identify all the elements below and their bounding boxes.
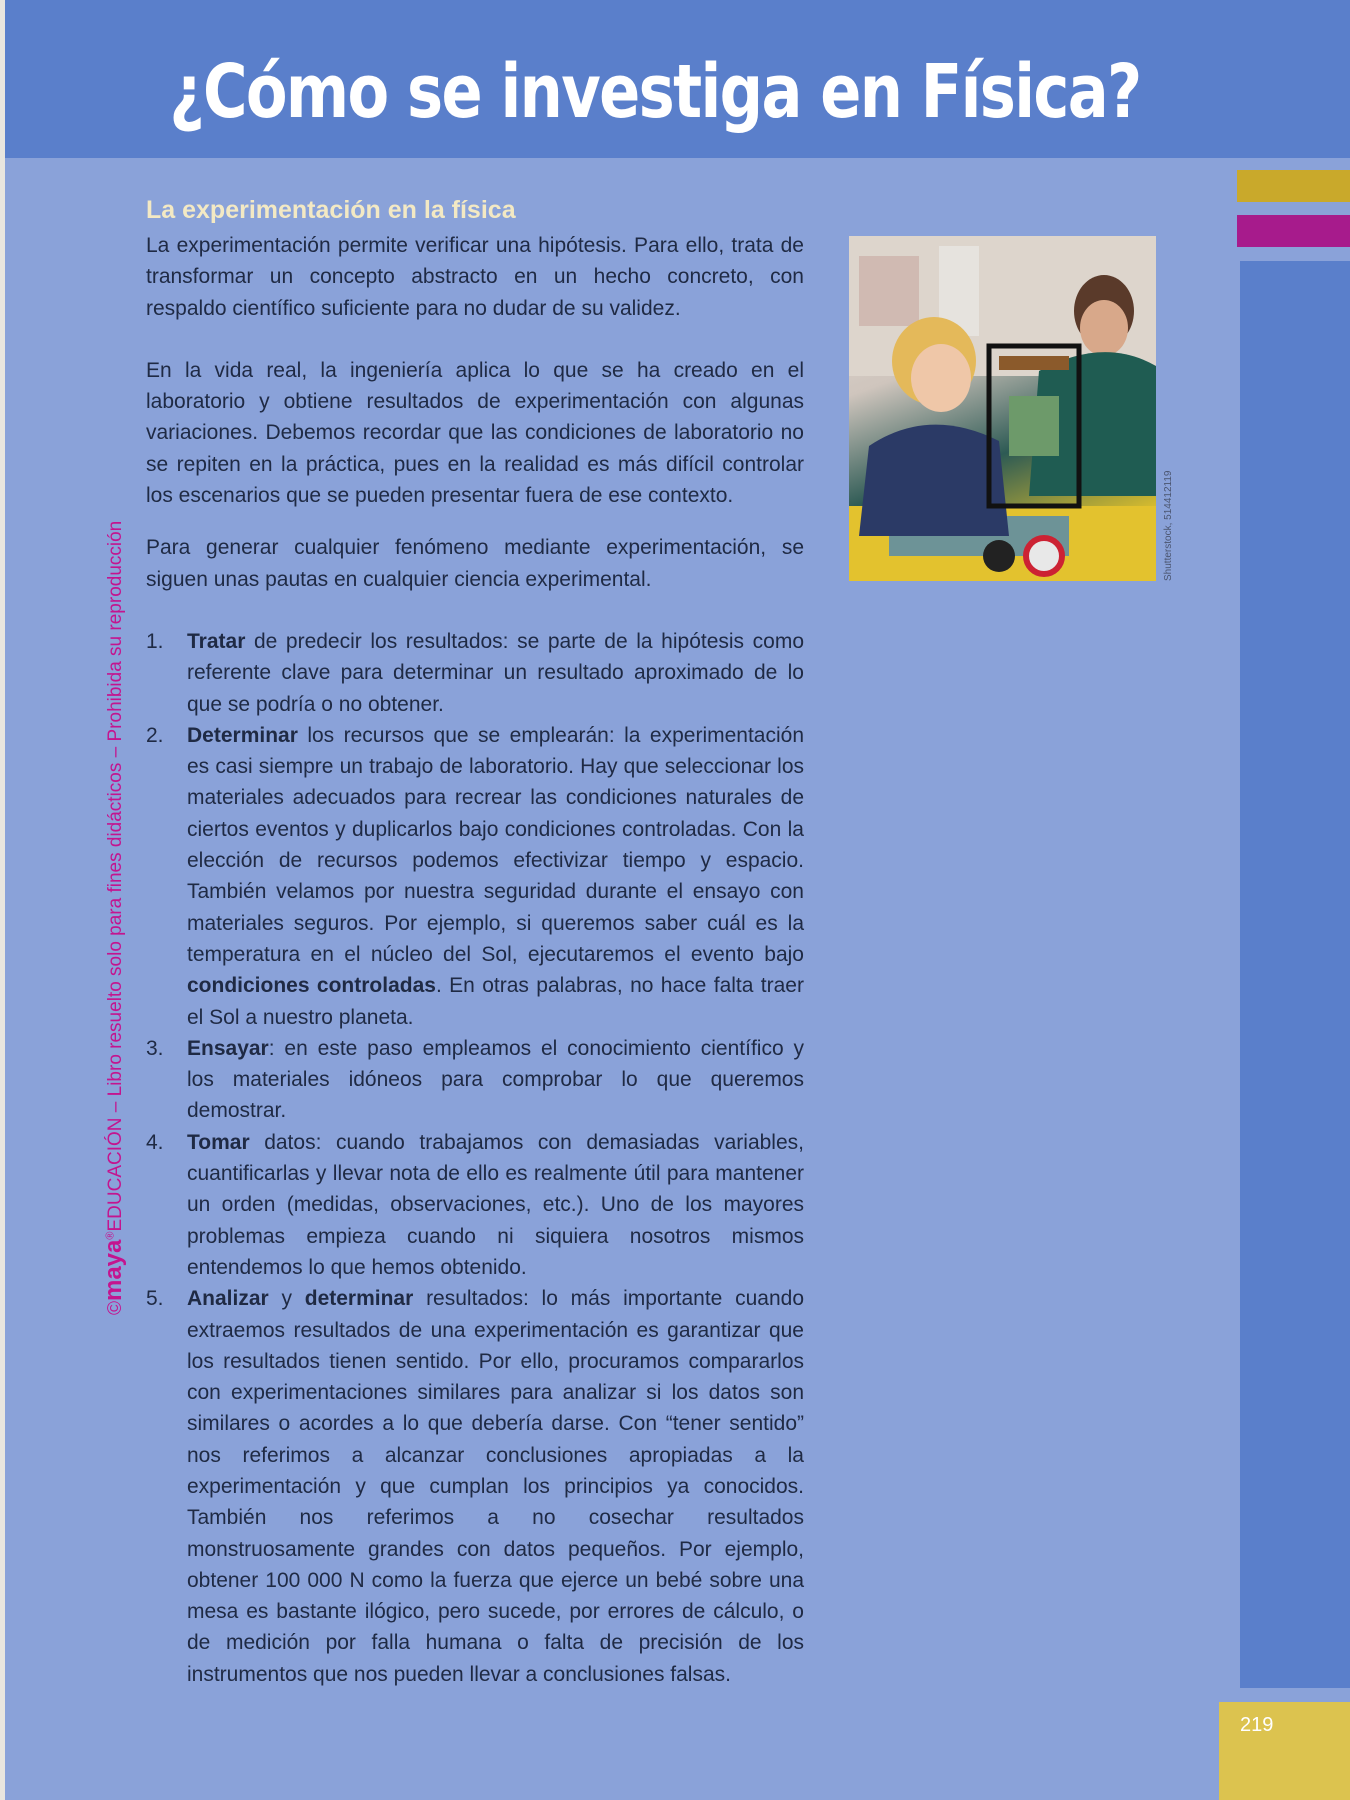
page-edge: [0, 0, 5, 1800]
brand-logo-text: maya: [100, 1239, 127, 1301]
copyright-text: EDUCACIÓN – Libro resuelto solo para fines didácticos – Prohibida su reproducción: [105, 520, 126, 1232]
photo-credit: Shutterstock, 514412119: [1163, 470, 1174, 581]
step-text: Determinar los recursos que se emplearán: la experimentación es casi siempre un trabajo de laboratorio. Hay que seleccionar los materiales adecuados para recrear las condiciones naturales de ciertos eventos y duplicarlos bajo condiciones controladas. Con la elección de recursos podemos efectivizar tiempo y espacio. También velamos por nuestra seguridad durante el ensayo con materiales seguros. Por ejemplo, si queremos saber cuál es la temperatura en el núcleo del Sol, ejecutaremos el evento bajo condiciones controladas. En otras palabras, no hace falta traer el Sol a nuestro planeta.: [187, 723, 804, 1029]
yellow-tab-marker: [1237, 170, 1350, 202]
step-keyword: Tratar: [187, 629, 246, 653]
step-text: Analizar y determinar resultados: lo más importante cuando extraemos resultados de una experimentación es garantizar que los resultados tienen sentido. Por ello, procuramos compararlos con experimentaciones similares para analizar si los datos son similares o acordes a lo que debería darse. Con “tener sentido” nos referimos a alcanzar conclusiones apropiadas a la experimentación y que cumplan los principios ya conocidos. También nos referimos a no cosechar resultados monstruosamente grandes con datos pequeños. Por ejemplo, obtener 100 000 N como la fuerza que ejerce un bebé sobre una mesa es bastante ilógico, pero sucede, por errores de cálculo, o de medición por falla humana o falta de precisión de los instrumentos que nos pueden llevar a conclusiones falsas.: [187, 1287, 804, 1686]
main-content: [146, 193, 804, 1690]
registered-mark: ®: [104, 1231, 117, 1240]
step-keyword: Ensayar: [187, 1036, 269, 1060]
step-number: 4.: [146, 1130, 164, 1154]
page-title: ¿Cómo se investiga en Física?: [169, 49, 1141, 135]
list-item: [146, 1127, 804, 1283]
page-number: 219: [1240, 1714, 1274, 1736]
step-keyword: Determinar: [187, 723, 298, 747]
section-heading: La experimentación en la física: [146, 196, 516, 224]
copyright-notice: [100, 521, 128, 1315]
copyright-symbol: ©: [105, 1301, 126, 1315]
photo-illustration: [849, 236, 1156, 581]
paragraph-real-life: En la vida real, la ingeniería aplica lo que se ha creado en el laboratorio y obtiene resultados de experimentación con algunas variaciones. Debemos recordar que las condiciones de laboratorio no se repiten en la práctica, pues en la realidad es más difícil controlar los escenarios que se pueden presentar fuera de ese contexto.: [146, 358, 804, 508]
step-keyword-secondary: condiciones controladas: [187, 974, 436, 998]
step-text: Tratar de predecir los resultados: se parte de la hipótesis como referente clave para determinar un resultado aproximado de lo que se podría o no obtener.: [187, 629, 804, 716]
side-stripe: [1240, 261, 1350, 1688]
list-item: [146, 1283, 804, 1690]
step-number: 1.: [146, 629, 164, 653]
paragraph-intro: La experimentación permite verificar una hipótesis. Para ello, trata de transformar un concepto abstracto en un hecho concreto, con respaldo científico suficiente para no dudar de su validez.: [146, 234, 804, 320]
step-text: Tomar datos: cuando trabajamos con demasiadas variables, cuantificarlas y llevar nota de ello es realmente útil para mantener un orden (medidas, observaciones, etc.). Uno de los mayores problemas empieza cuando ni siquiera nosotros mismos entendemos lo que hemos obtenido.: [187, 1130, 804, 1279]
step-number: 5.: [146, 1287, 164, 1311]
list-item: [146, 1033, 804, 1127]
step-number: 3.: [146, 1036, 164, 1060]
page-number-box: [1219, 1702, 1350, 1800]
step-number: 2.: [146, 723, 164, 747]
list-item: [146, 720, 804, 1033]
magenta-tab-marker: [1237, 215, 1350, 247]
step-text: Ensayar: en este paso empleamos el conocimiento científico y los materiales idóneos para comprobar lo que queremos demostrar.: [187, 1036, 804, 1123]
lab-robot-photo: [849, 236, 1156, 581]
list-item: [146, 626, 804, 720]
step-keyword: Analizar: [187, 1287, 269, 1311]
header-band: [5, 0, 1350, 158]
paragraph-guidelines: Para generar cualquier fenómeno mediante experimentación, se siguen unas pautas en cualquier ciencia experimental.: [146, 536, 804, 591]
step-keyword-secondary: determinar: [304, 1287, 414, 1311]
steps-list: [146, 626, 804, 1690]
step-keyword: Tomar: [187, 1130, 250, 1154]
